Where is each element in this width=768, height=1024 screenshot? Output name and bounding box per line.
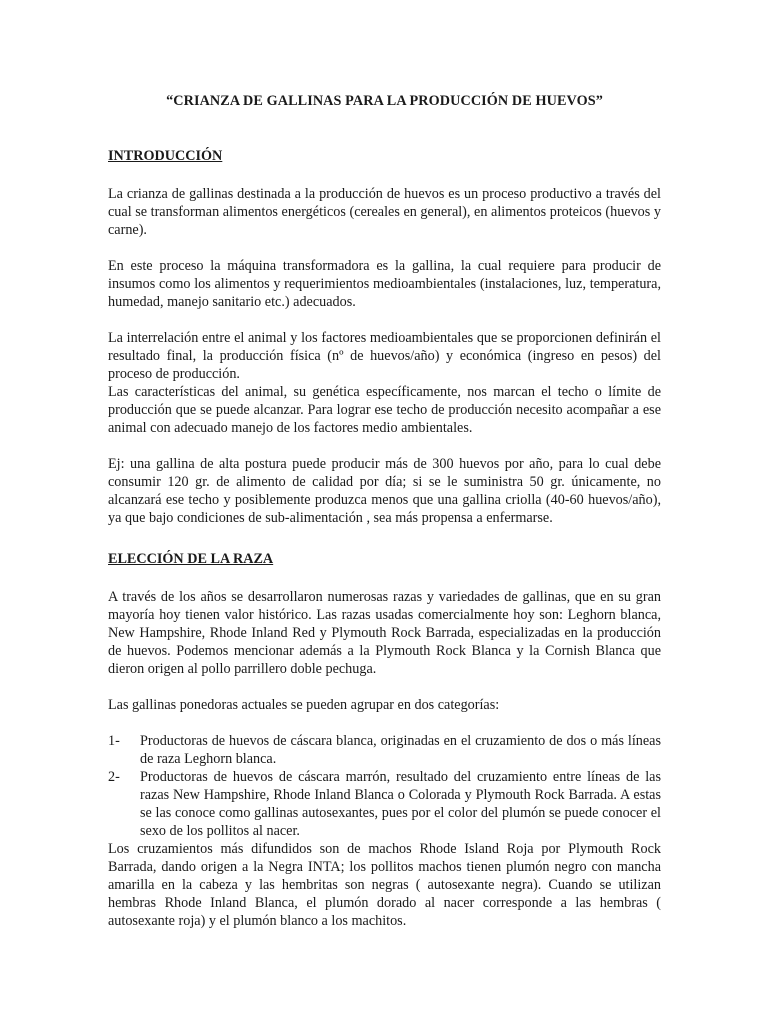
list-item <box>108 732 661 768</box>
section-heading-introduccion: INTRODUCCIÓN <box>108 148 223 164</box>
document-page <box>108 93 661 930</box>
list-item-text: Productoras de huevos de cáscara marrón, resultado del cruzamiento entre líneas de las razas New Hampshire, Rhode Inland Blanca o Colorada y Plymouth Rock Barrada. A estas se las conoce como gallinas autosexantes, pues por el color del plumón se puede conocer el sexo de los pollitos al nacer. <box>140 769 661 839</box>
list-item <box>108 768 661 840</box>
intro-paragraph-5: Ej: una gallina de alta postura puede producir más de 300 huevos por año, para lo cual debe consumir 120 gr. de alimento de calidad por día; si se le suministra 50 gr. únicamente, no alcanzará ese techo y posiblemente produzca menos que una gallina criolla (40-60 huevos/año), ya que bajo condiciones de sub-alimentación , sea más propensa a enfermarse. <box>108 456 661 526</box>
list-item-number: 1- <box>108 733 120 749</box>
intro-paragraph-2: En este proceso la máquina transformadora es la gallina, la cual requiere para producir de insumos como los alimentos y requerimientos medioambientales (instalaciones, luz, temperatura, humedad, manejo sanitario etc.) adecuados. <box>108 258 661 310</box>
raza-paragraph-2: Las gallinas ponedoras actuales se pueden agrupar en dos categorías: <box>108 697 500 713</box>
list-item-text: Productoras de huevos de cáscara blanca, originadas en el cruzamiento de dos o más líneas de raza Leghorn blanca. <box>140 733 661 767</box>
intro-paragraph-4: Las características del animal, su genética específicamente, nos marcan el techo o límite de producción que se puede alcanzar. Para lograr ese techo de producción necesito acompañar a ese animal con adecuado manejo de los factores medio ambientales. <box>108 384 661 436</box>
intro-paragraph-1: La crianza de gallinas destinada a la producción de huevos es un proceso productivo a través del cual se transforman alimentos energéticos (cereales en general), en alimentos proteicos (huevos y carne). <box>108 186 661 238</box>
raza-paragraph-3: Los cruzamientos más difundidos son de machos Rhode Island Roja por Plymouth Rock Barrada, dando origen a la Negra INTA; los pollitos machos tienen plumón negro con mancha amarilla en la cabeza y las hembritas son negras ( autosexante negra). Cuando se utilizan hembras Rhode Inland Blanca, el plumón dorado al nacer corresponde a las hembras ( autosexante roja) y el plumón blanco a los machitos. <box>108 841 661 929</box>
intro-paragraph-3: La interrelación entre el animal y los factores medioambientales que se proporcionen definirán el resultado final, la producción física (nº de huevos/año) y económica (ingreso en pesos) del proceso de producción. <box>108 330 661 382</box>
raza-paragraph-1: A través de los años se desarrollaron numerosas razas y variedades de gallinas, que en su gran mayoría hoy tienen valor histórico. Las razas usadas comercialmente hoy son: Leghorn blanca, New Hampshire, Rhode Inland Red y Plymouth Rock Barrada, especializadas en la producción de huevos. Podemos mencionar además a la Plymouth Rock Blanca y la Cornish Blanca que dieron origen al pollo parrillero doble pechuga. <box>108 589 661 677</box>
categories-list <box>108 732 661 840</box>
section-heading-eleccion-raza: ELECCIÓN DE LA RAZA <box>108 551 274 567</box>
list-item-number: 2- <box>108 769 120 785</box>
document-title: “CRIANZA DE GALLINAS PARA LA PRODUCCIÓN DE HUEVOS” <box>166 93 603 109</box>
